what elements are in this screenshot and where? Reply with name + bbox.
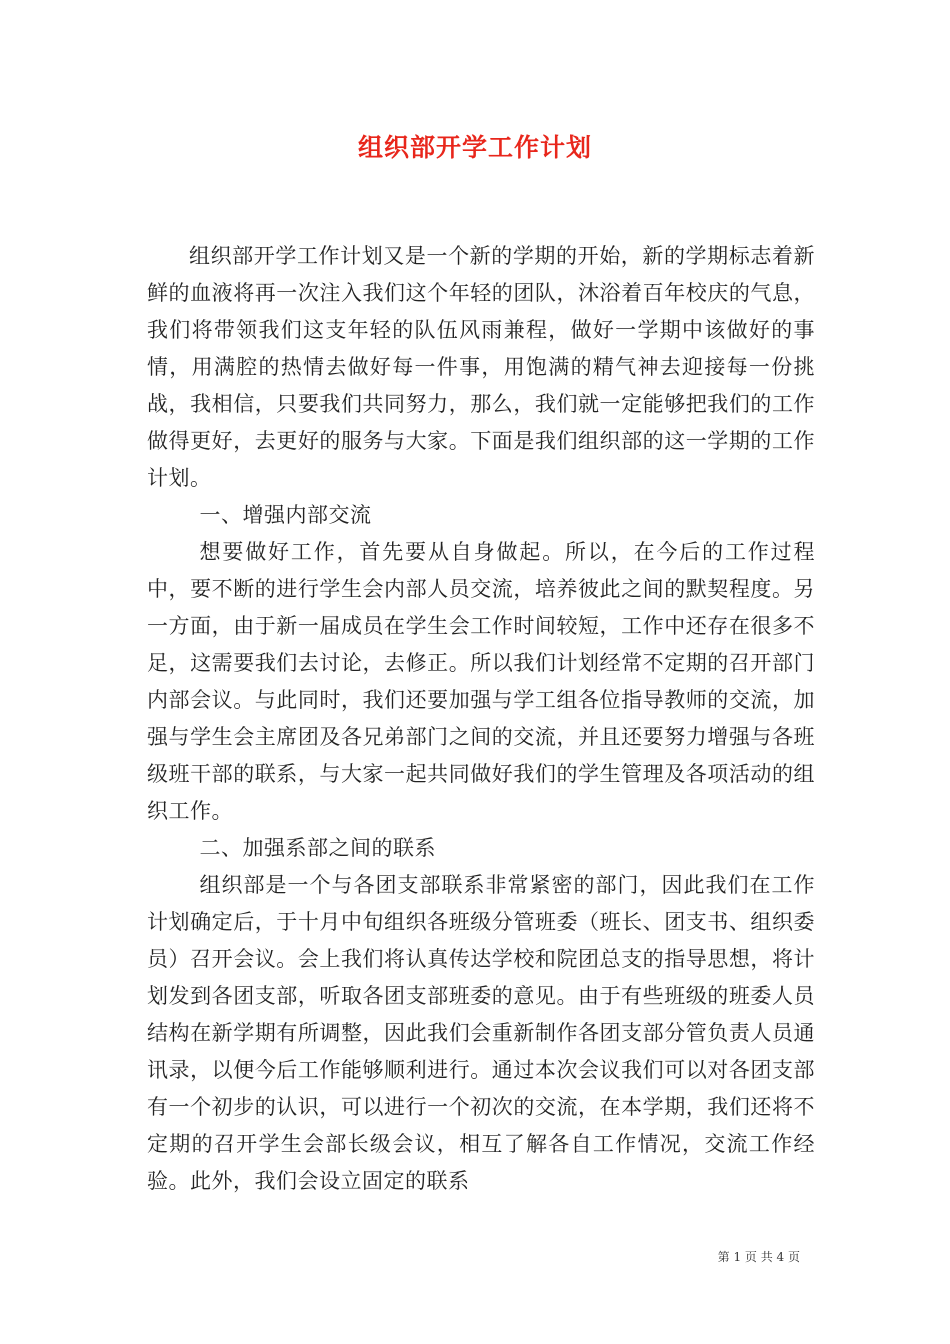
document-body [147, 238, 815, 1200]
section-heading-1: 一、增强内部交流 [199, 503, 372, 527]
intro-paragraph: 组织部开学工作计划又是一个新的学期的开始，新的学期标志着新鲜的血液将再一次注入我们这个年轻的团队，沐浴着百年校庆的气息，我们将带领我们这支年轻的队伍风雨兼程，做好一学期中该做好的事情，用满腔的热情去做好每一件事，用饱满的精气神去迎接每一份挑战，我相信，只要我们共同努力，那么，我们就一定能够把我们的工作做得更好，去更好的服务与大家。下面是我们组织部的这一学期的工作计划。 [147, 244, 815, 490]
section-2-paragraph: 组织部是一个与各团支部联系非常紧密的部门，因此我们在工作计划确定后，于十月中旬组织各班级分管班委（班长、团支书、组织委员）召开会议。会上我们将认真传达学校和院团总支的指导思想，将计划发到各团支部，听取各团支部班委的意见。由于有些班级的班委人员结构在新学期有所调整，因此我们会重新制作各团支部分管负责人员通讯录，以便今后工作能够顺利进行。通过本次会议我们可以对各团支部有一个初步的认识，可以进行一个初次的交流，在本学期，我们还将不定期的召开学生会部长级会议，相互了解各自工作情况，交流工作经验。此外，我们会设立固定的联系 [147, 873, 815, 1193]
section-heading-2: 二、加强系部之间的联系 [199, 836, 436, 860]
page-number-footer: 第 1 页 共 4 页 [717, 1250, 800, 1264]
document-title: 组织部开学工作计划 [357, 133, 592, 162]
section-1-paragraph: 想要做好工作，首先要从自身做起。所以，在今后的工作过程中，要不断的进行学生会内部人员交流，培养彼此之间的默契程度。另一方面，由于新一届成员在学生会工作时间较短，工作中还存在很多不足，这需要我们去讨论，去修正。所以我们计划经常不定期的召开部门内部会议。与此同时，我们还要加强与学工组各位指导教师的交流，加强与学生会主席团及各兄弟部门之间的交流，并且还要努力增强与各班级班干部的联系，与大家一起共同做好我们的学生管理及各项活动的组织工作。 [147, 540, 815, 823]
